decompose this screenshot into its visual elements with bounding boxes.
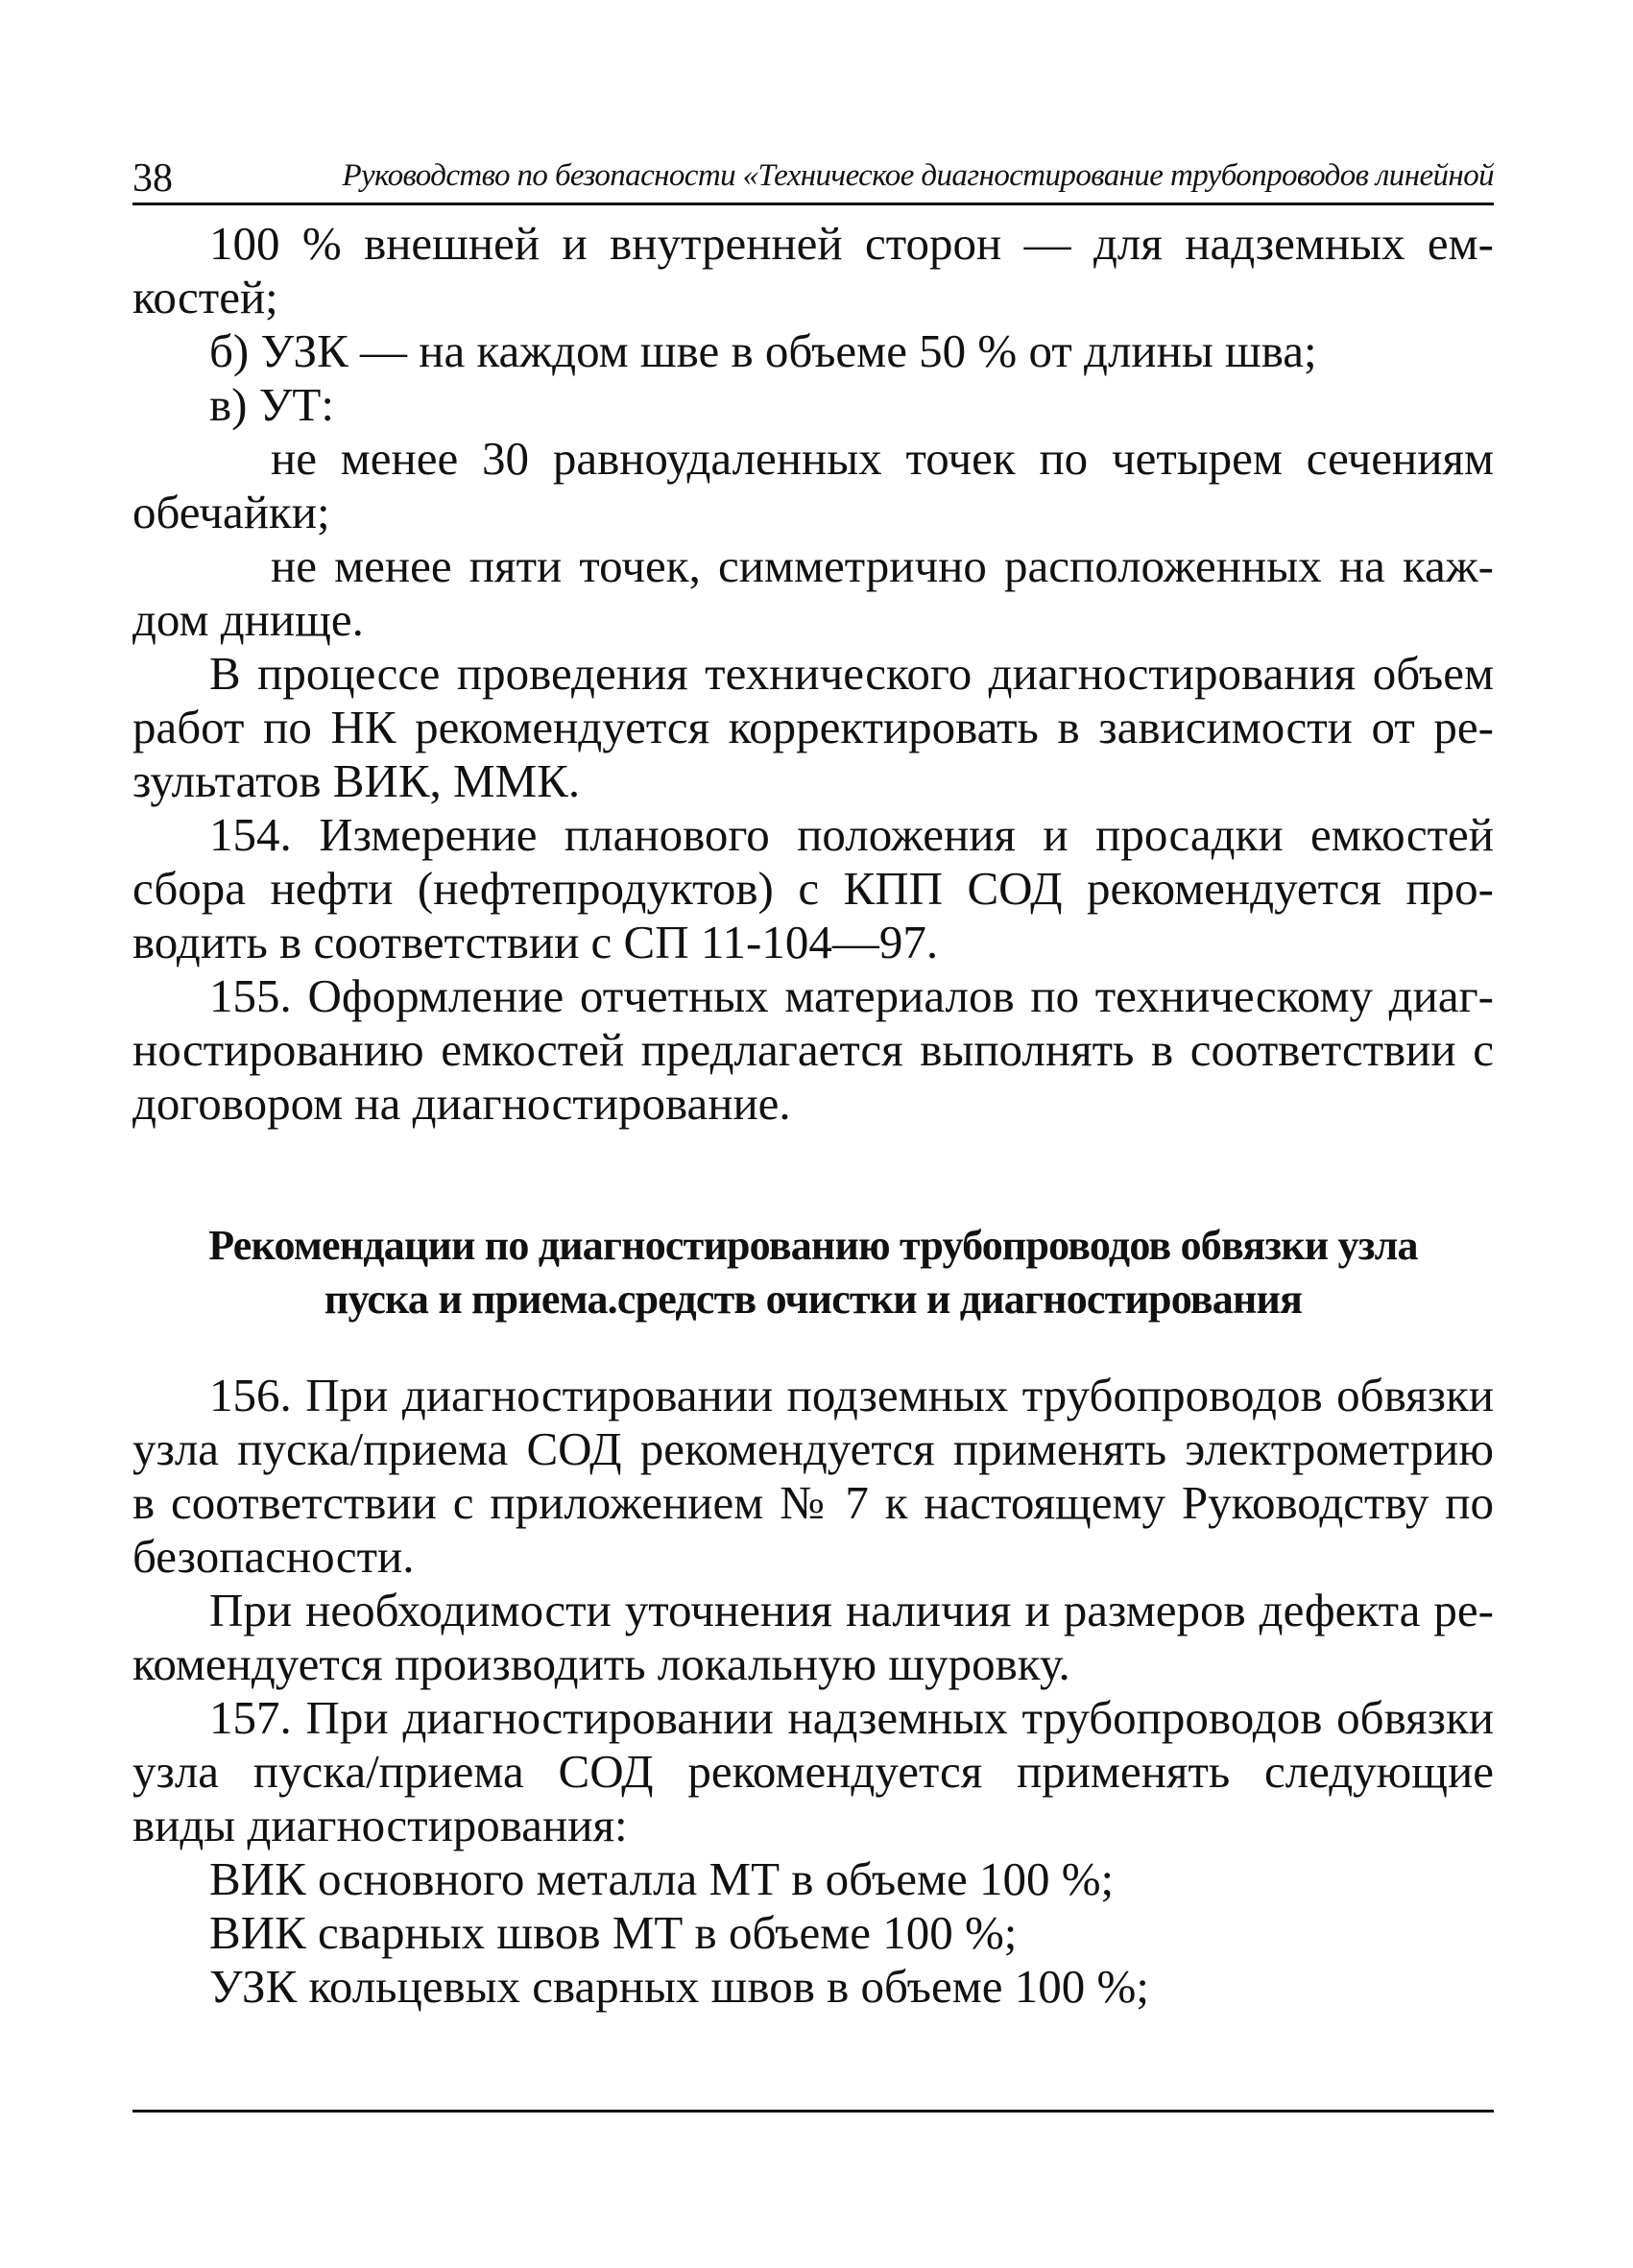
list-item: б) УЗК — на каждом шве в объеме 50 % от длины шва; bbox=[209, 324, 1317, 377]
section-heading-line: пуска и приема.средств очистки и диагностирования bbox=[324, 1276, 1303, 1323]
list-item: в) УТ: bbox=[209, 378, 334, 431]
clause-156: 156. При диагностировании подземных трубопроводов обвязки узла пуска/приема СОД рекомендуется применять электрометрию в соответствии с приложением № 7 к настоящему Руководству по безопасности. bbox=[132, 1369, 1494, 1583]
footer-rule bbox=[132, 2110, 1494, 2113]
clause-154: 154. Измерение планового положения и просадки емкостей сбора нефти (нефтепродуктов) с КПП СОД рекомендуется проводить в соответствии с СП 11-104—97. bbox=[132, 808, 1494, 968]
paragraph: В процессе проведения технического диагностирования объем работ по НК рекомендуется корректировать в зависимости от результатов ВИК, ММК. bbox=[132, 647, 1494, 807]
sub-list-item: не менее пяти точек, симметрично расположенных на каждом днище. bbox=[132, 539, 1494, 646]
page-body bbox=[132, 217, 1494, 2014]
list-item: УЗК кольцевых сварных швов в объеме 100 %; bbox=[209, 1960, 1149, 2013]
paragraph: При необходимости уточнения наличия и размеров дефекта рекомендуется производить локальную шуровку. bbox=[132, 1584, 1494, 1690]
list-item: ВИК основного металла МТ в объеме 100 %; bbox=[209, 1852, 1115, 1905]
list-item: ВИК сварных швов МТ в объеме 100 %; bbox=[209, 1906, 1018, 1959]
clause-157: 157. При диагностировании надземных трубопроводов обвязки узла пуска/приема СОД рекомендуется применять следующие виды диагностирования: bbox=[132, 1691, 1494, 1851]
sub-list-item: не менее 30 равноудаленных точек по четырем сечениям обечайки; bbox=[132, 432, 1494, 538]
paragraph: 100 % внешней и внутренней сторон — для надземных емкостей; bbox=[132, 217, 1494, 323]
section-heading bbox=[132, 1219, 1494, 1326]
clause-155: 155. Оформление отчетных материалов по техническому диагностированию емкостей предлагается выполнять в соответствии с договором на диагностирование. bbox=[132, 969, 1494, 1130]
page-header bbox=[132, 144, 1494, 205]
section-heading-line: Рекомендации по диагностированию трубопроводов обвязки узла bbox=[208, 1222, 1418, 1269]
page-number: 38 bbox=[132, 156, 173, 201]
running-title: Руководство по безопасности «Техническое диагностирование трубопроводов линейной bbox=[342, 158, 1494, 193]
